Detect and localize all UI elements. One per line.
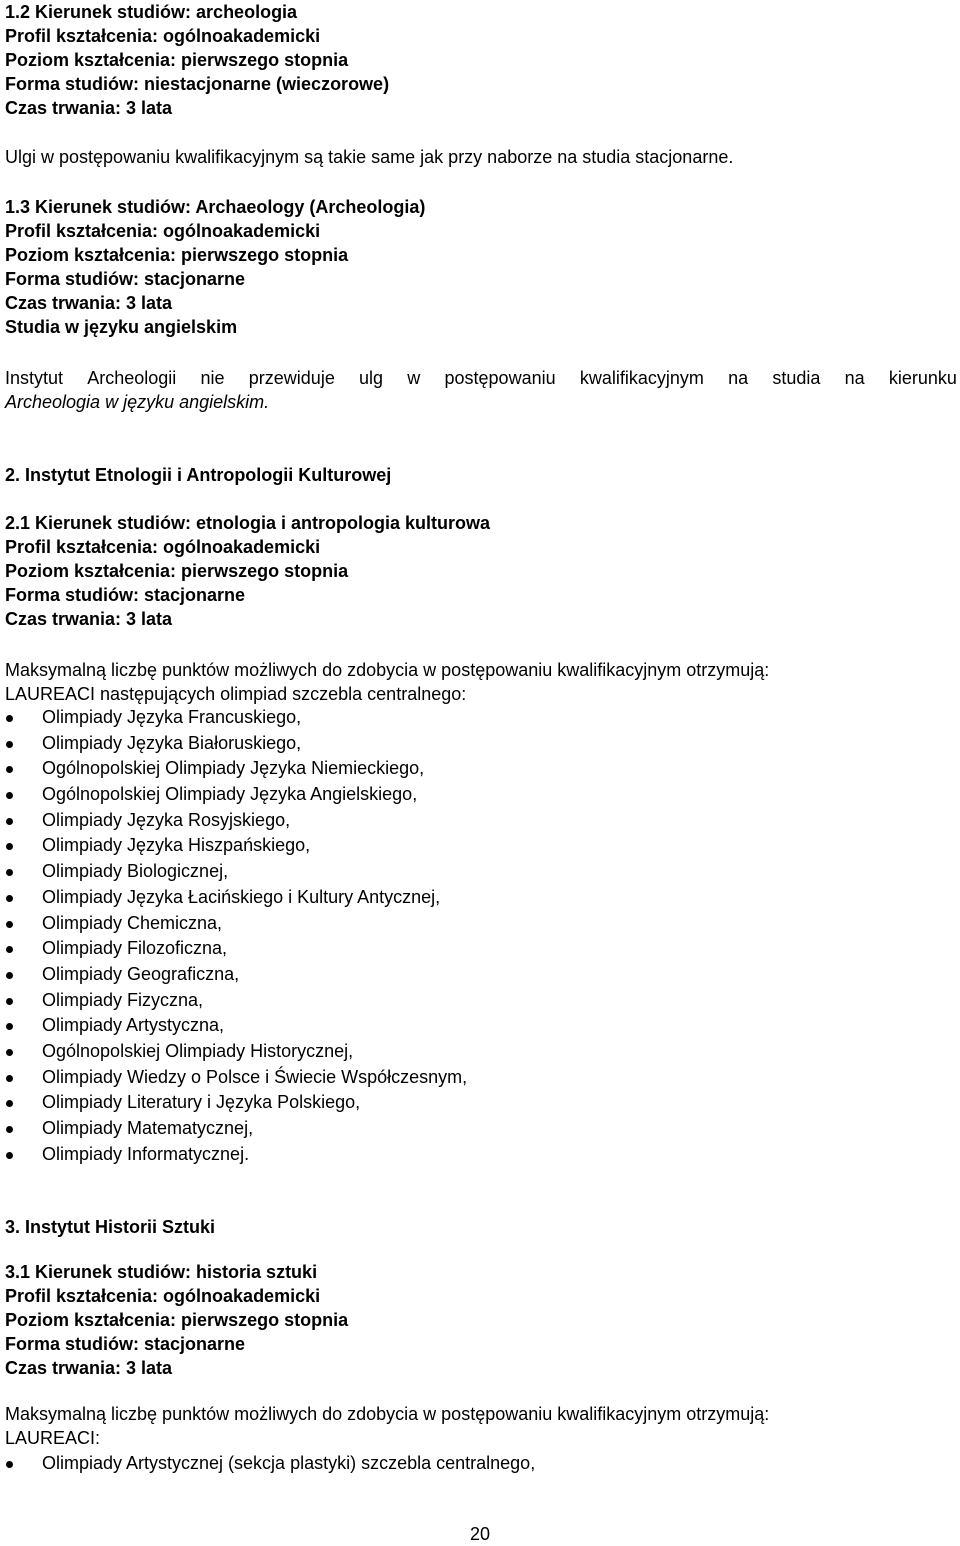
list-item: Olimpiady Języka Hiszpańskiego, xyxy=(5,833,769,859)
form-line: Forma studiów: stacjonarne xyxy=(5,1334,246,1354)
list-item: Olimpiady Literatury i Języka Polskiego, xyxy=(5,1090,769,1116)
list-item: Olimpiady Biologicznej, xyxy=(5,859,769,885)
section-heading: 1.2 Kierunek studiów: archeologia xyxy=(5,2,298,22)
level-line: Poziom kształcenia: pierwszego stopnia xyxy=(5,561,349,581)
section-1-3-note xyxy=(5,366,957,414)
institute-heading-2: 2. Instytut Etnologii i Antropologii Kulturowej xyxy=(5,465,392,485)
section-1-2 xyxy=(5,0,389,120)
section-1-3 xyxy=(5,195,425,339)
page-number: 20 xyxy=(469,1524,491,1544)
note-word: postępowaniu xyxy=(444,368,556,388)
note-word: na xyxy=(844,368,865,388)
laureates-text: LAUREACI następujących olimpiad szczebla centralnego: xyxy=(5,684,467,704)
section-3-1 xyxy=(5,1260,348,1380)
duration-line: Czas trwania: 3 lata xyxy=(5,1358,173,1378)
note-word: Instytut xyxy=(5,368,64,388)
intro-text: Maksymalną liczbę punktów możliwych do zdobycia w postępowaniu kwalifikacyjnym otrzymują: xyxy=(5,1404,770,1424)
list-item: Olimpiady Matematycznej, xyxy=(5,1116,769,1142)
olympiad-list xyxy=(5,705,769,1167)
list-item: Olimpiady Języka Białoruskiego, xyxy=(5,731,769,757)
note-word: ulg xyxy=(359,368,384,388)
note-word: nie xyxy=(200,368,225,388)
intro-text: Maksymalną liczbę punktów możliwych do zdobycia w postępowaniu kwalifikacyjnym otrzymują: xyxy=(5,660,770,680)
profile-line: Profil kształcenia: ogólnoakademicki xyxy=(5,537,321,557)
list-item: Ogólnopolskiej Olimpiady Języka Niemieckiego, xyxy=(5,756,769,782)
note-word: kwalifikacyjnym xyxy=(579,368,704,388)
laureates-text: LAUREACI: xyxy=(5,1428,101,1448)
list-item: Ogólnopolskiej Olimpiady Historycznej, xyxy=(5,1039,769,1065)
note-italic-text: Archeologia w języku angielskim. xyxy=(5,392,270,412)
list-item: Olimpiady Artystycznej (sekcja plastyki) szczebla centralnego, xyxy=(5,1451,769,1477)
list-item: Ogólnopolskiej Olimpiady Języka Angielskiego, xyxy=(5,782,769,808)
section-heading: 2.1 Kierunek studiów: etnologia i antropologia kulturowa xyxy=(5,513,491,533)
profile-line: Profil kształcenia: ogólnoakademicki xyxy=(5,1286,321,1306)
list-item: Olimpiady Filozoficzna, xyxy=(5,936,769,962)
duration-line: Czas trwania: 3 lata xyxy=(5,609,173,629)
olympiad-list xyxy=(5,1451,769,1477)
level-line: Poziom kształcenia: pierwszego stopnia xyxy=(5,245,349,265)
institute-heading-3: 3. Instytut Historii Sztuki xyxy=(5,1217,216,1237)
list-item: Olimpiady Języka Francuskiego, xyxy=(5,705,769,731)
duration-line: Czas trwania: 3 lata xyxy=(5,293,173,313)
duration-line: Czas trwania: 3 lata xyxy=(5,98,173,118)
note-word: w xyxy=(407,368,421,388)
list-item: Olimpiady Artystyczna, xyxy=(5,1013,769,1039)
note-word: Archeologii xyxy=(87,368,177,388)
section-1-2-note: Ulgi w postępowaniu kwalifikacyjnym są takie same jak przy naborze na studia stacjonarne. xyxy=(5,147,734,167)
form-line: Forma studiów: stacjonarne xyxy=(5,269,246,289)
level-line: Poziom kształcenia: pierwszego stopnia xyxy=(5,50,349,70)
section-heading: 3.1 Kierunek studiów: historia sztuki xyxy=(5,1262,318,1282)
list-item: Olimpiady Wiedzy o Polsce i Świecie Współczesnym, xyxy=(5,1065,769,1091)
form-line: Forma studiów: stacjonarne xyxy=(5,585,246,605)
note-word: studia xyxy=(772,368,821,388)
list-item: Olimpiady Chemiczna, xyxy=(5,911,769,937)
language-line: Studia w języku angielskim xyxy=(5,317,238,337)
list-item: Olimpiady Geograficzna, xyxy=(5,962,769,988)
list-item: Olimpiady Języka Rosyjskiego, xyxy=(5,808,769,834)
profile-line: Profil kształcenia: ogólnoakademicki xyxy=(5,26,321,46)
list-item: Olimpiady Fizyczna, xyxy=(5,988,769,1014)
list-item: Olimpiady Języka Łacińskiego i Kultury Antycznej, xyxy=(5,885,769,911)
form-line: Forma studiów: niestacjonarne (wieczorowe) xyxy=(5,74,390,94)
profile-line: Profil kształcenia: ogólnoakademicki xyxy=(5,221,321,241)
section-2-1-body xyxy=(5,658,769,1167)
section-heading: 1.3 Kierunek studiów: Archaeology (Archeologia) xyxy=(5,197,426,217)
note-text xyxy=(5,366,957,390)
note-word: na xyxy=(728,368,749,388)
section-2-1 xyxy=(5,511,490,631)
list-item: Olimpiady Informatycznej. xyxy=(5,1142,769,1168)
section-3-1-body xyxy=(5,1402,769,1477)
level-line: Poziom kształcenia: pierwszego stopnia xyxy=(5,1310,349,1330)
note-word: kierunku xyxy=(888,368,957,388)
note-word: przewiduje xyxy=(248,368,335,388)
